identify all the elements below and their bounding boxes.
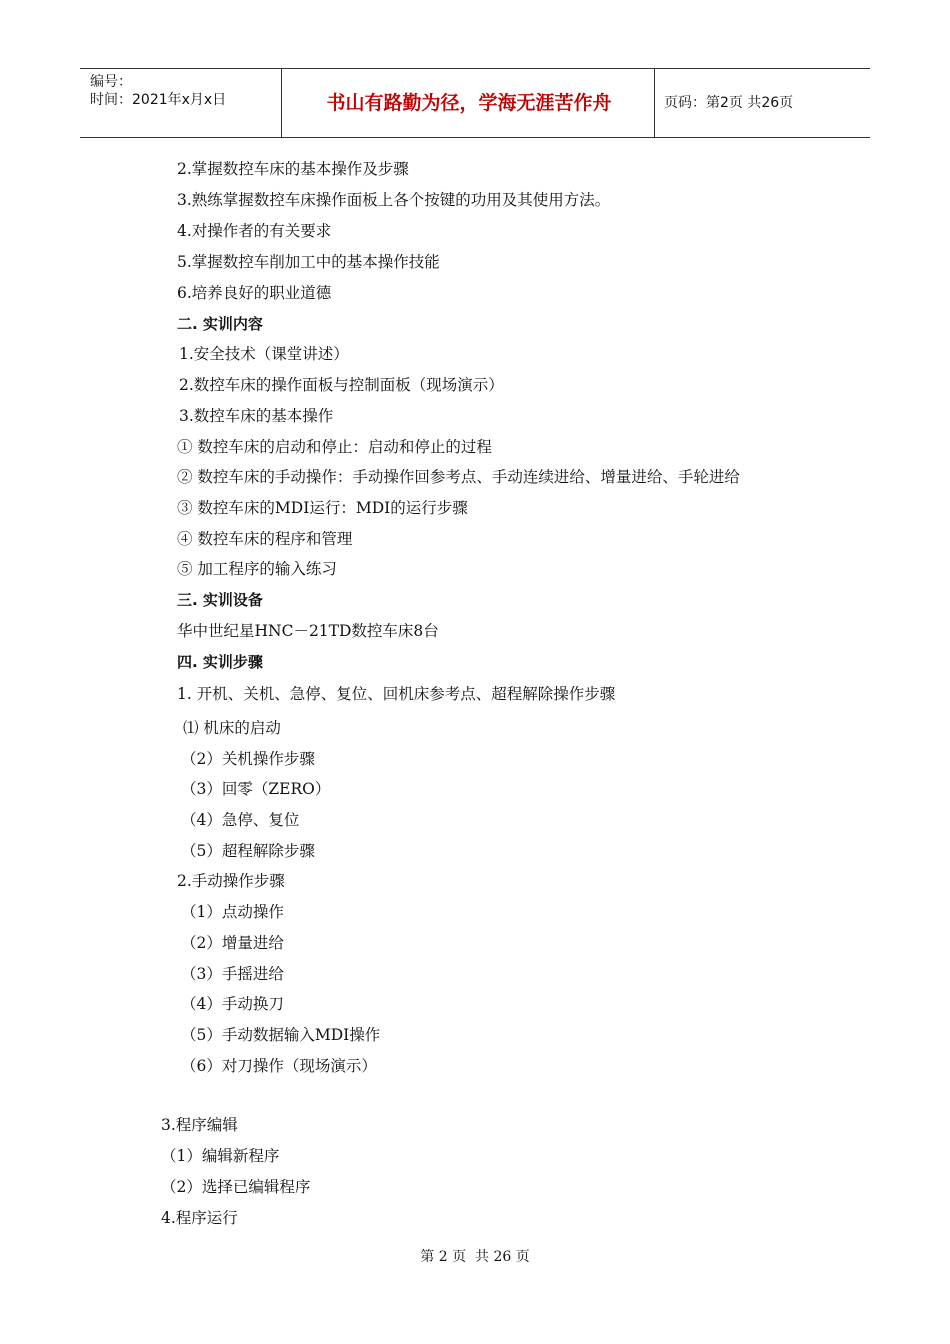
document-number-label: 编号：	[90, 74, 132, 90]
step-subitem: （1）编辑新程序	[161, 1147, 280, 1165]
step-subitem: （4）手动换刀	[181, 995, 284, 1013]
content-item: 3.数控车床的基本操作	[179, 407, 334, 425]
step-subitem: （2）增量进给	[181, 934, 284, 952]
content-subitem: ① 数控车床的启动和停止：启动和停止的过程	[177, 438, 492, 456]
content-subitem: ④ 数控车床的程序和管理	[177, 530, 353, 548]
step-subitem: （1）点动操作	[181, 903, 284, 921]
step-item: 1. 开机、关机、急停、复位、回机床参考点、超程解除操作步骤	[177, 685, 616, 703]
header-divider	[654, 69, 655, 137]
section-heading: 三. 实训设备	[177, 591, 263, 609]
step-subitem: ⑴ 机床的启动	[183, 719, 281, 737]
section-heading: 四. 实训步骤	[177, 653, 263, 671]
equipment-text: 华中世纪星HNC－21TD数控车床8台	[177, 622, 439, 640]
header-page-info: 页码：第2页 共26页	[664, 95, 794, 111]
content-item: 1.安全技术（课堂讲述）	[179, 345, 349, 363]
objective-item: 2.掌握数控车床的基本操作及步骤	[177, 160, 409, 178]
step-subitem: （4）急停、复位	[181, 811, 300, 829]
step-subitem: （6）对刀操作（现场演示）	[181, 1057, 377, 1075]
page-footer: 第 2 页 共 26 页	[420, 1249, 530, 1265]
step-subitem: （3）手摇进给	[181, 965, 284, 983]
step-subitem: （2）选择已编辑程序	[161, 1178, 311, 1196]
document-time: 时间：2021年x月x日	[90, 92, 227, 108]
objective-item: 3.熟练掌握数控车床操作面板上各个按键的功用及其使用方法。	[177, 191, 611, 209]
content-subitem: ③ 数控车床的MDI运行：MDI的运行步骤	[177, 499, 468, 517]
header-motto: 书山有路勤为径，学海无涯苦作舟	[326, 92, 612, 114]
step-subitem: （5）手动数据输入MDI操作	[181, 1026, 381, 1044]
step-item: 2.手动操作步骤	[177, 872, 285, 890]
step-subitem: （2）关机操作步骤	[181, 750, 315, 768]
page-header	[80, 68, 870, 138]
step-item: 4.程序运行	[161, 1209, 238, 1227]
content-subitem: ⑤ 加工程序的输入练习	[177, 560, 337, 578]
objective-item: 4.对操作者的有关要求	[177, 222, 332, 240]
step-subitem: （3）回零（ZERO）	[181, 780, 331, 798]
content-subitem: ② 数控车床的手动操作：手动操作回参考点、手动连续进给、增量进给、手轮进给	[177, 468, 740, 486]
objective-item: 6.培养良好的职业道德	[177, 284, 332, 302]
section-heading: 二. 实训内容	[177, 315, 263, 333]
step-item: 3.程序编辑	[161, 1116, 238, 1134]
header-meta	[90, 73, 226, 109]
step-subitem: （5）超程解除步骤	[181, 842, 315, 860]
objective-item: 5.掌握数控车削加工中的基本操作技能	[177, 253, 440, 271]
content-item: 2.数控车床的操作面板与控制面板（现场演示）	[179, 376, 504, 394]
